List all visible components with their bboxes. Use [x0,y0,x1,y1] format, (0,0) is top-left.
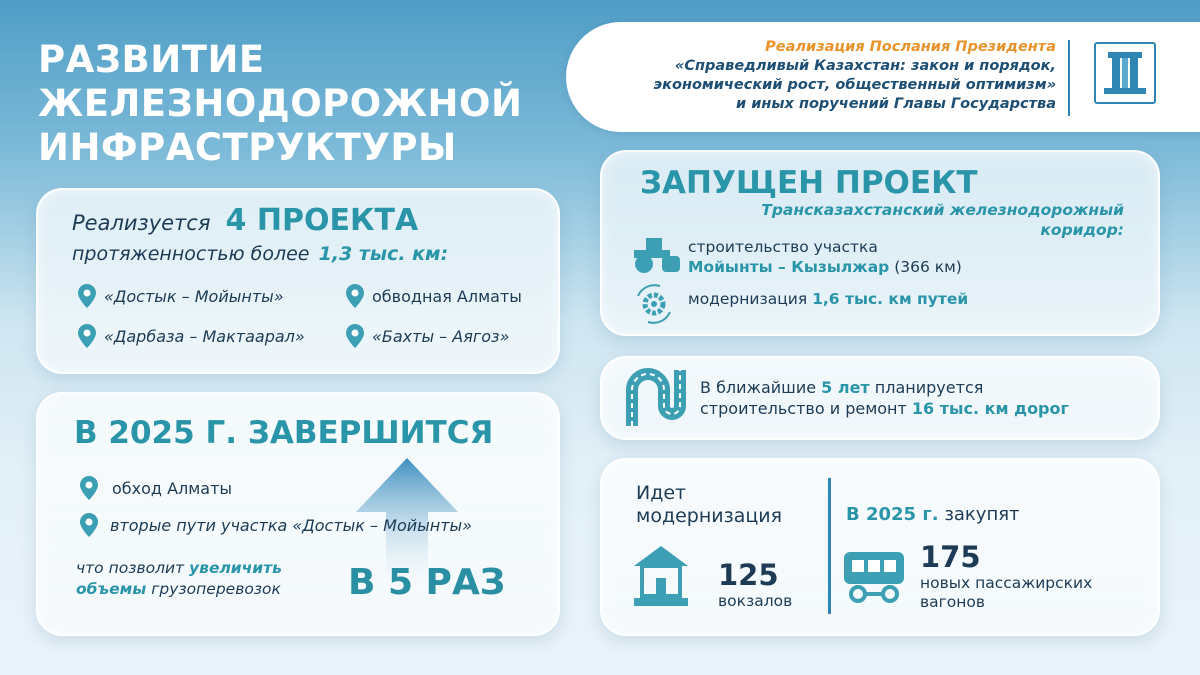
stats-left-heading-1: Идет [636,482,687,504]
note-prefix: что позволит [76,559,185,577]
launched-item-2 [688,290,968,308]
completion-factor: В 5 РАЗ [348,562,506,603]
roads-line1-suffix: планируется [874,378,984,397]
stats-right-highlight: В 2025 г. [846,504,939,525]
launched-item1-suffix: (366 км) [894,258,962,276]
launched-item1-highlight: Мойынты – Кызылжар [688,258,890,276]
wagons-label-2: вагонов [920,593,986,611]
map-pin-icon [346,284,364,308]
passenger-wagon-icon [842,548,906,604]
road-icon [624,366,688,430]
launched-item1-line1: строительство участка [688,238,878,256]
projects-count: 4 ПРОЕКТА [225,203,419,238]
launched-item2-prefix: модернизация [688,290,808,308]
stats-right-heading [846,504,1020,525]
map-pin-icon [78,324,96,348]
launched-item-1 [688,237,962,277]
launched-heading: ЗАПУЩЕН ПРОЕКТ [640,165,978,201]
stations-value: 125 [718,558,779,592]
projects-lead: Реализуется [72,211,211,235]
header-line-2: «Справедливый Казахстан: закон и порядок, [674,58,1056,74]
launched-subtitle-line-2: коридор: [1040,221,1124,239]
note-highlight-2: объемы [76,580,147,598]
title-line-1: РАЗВИТИЕ [38,38,265,81]
road-roller-icon [632,236,682,274]
title-line-2: ЖЕЛЕЗНОДОРОЖНОЙ [38,82,523,125]
government-building-icon [1094,42,1156,104]
stations-label: вокзалов [718,592,793,610]
stats-left-heading-2: модернизация [636,505,783,527]
stats-divider [828,478,831,614]
note-highlight-1: увеличить [189,559,282,577]
launched-item2-highlight: 1,6 тыс. км путей [812,290,969,308]
note-suffix: грузоперевозок [151,580,281,598]
wagons-value: 175 [920,540,981,574]
title-line-3: ИНФРАСТРУКТУРЫ [38,126,457,169]
projects-length-prefix: протяженностью более [72,243,310,265]
header-line-4: и иных поручений Главы Государства [736,96,1056,112]
launched-subtitle [650,200,1124,240]
projects-length-row [72,243,448,265]
map-pin-icon [346,324,364,348]
project-item: обводная Алматы [372,287,522,306]
map-pin-icon [78,284,96,308]
projects-lead-row [72,203,418,238]
header-line-3: экономический рост, общественный оптимизм» [653,77,1056,93]
gear-refresh-icon [630,282,678,326]
header-divider [1068,40,1070,116]
map-pin-icon [80,513,98,537]
header-line-1: Реализация Послания Президента [765,39,1056,55]
map-pin-icon [80,476,98,500]
railway-station-icon [632,544,690,608]
launched-subtitle-line-1: Трансказахстанский железнодорожный [761,201,1124,219]
roads-line2-highlight: 16 тыс. км дорог [911,399,1069,418]
completion-note [76,558,282,600]
completion-item: вторые пути участка «Достык – Мойынты» [110,516,473,535]
wagons-label-1: новых пассажирских [920,574,1093,592]
page-title [38,38,558,170]
project-item: «Бахты – Аягоз» [372,327,510,346]
header-text [590,38,1056,114]
stats-right-suffix: закупят [944,504,1020,525]
roads-line1-prefix: В ближайшие [700,378,817,397]
completion-item: обход Алматы [112,479,233,498]
roads-line1-highlight: 5 лет [821,378,870,397]
project-item: «Дарбаза – Мактаарал» [104,327,305,346]
roads-text [700,377,1069,419]
roads-line2-prefix: строительство и ремонт [700,399,907,418]
project-item: «Достык – Мойынты» [104,287,284,306]
projects-length-value: 1,3 тыс. км: [318,243,449,265]
wagons-label [920,574,1092,612]
completion-heading: В 2025 Г. ЗАВЕРШИТСЯ [74,415,494,451]
stats-left-heading [636,482,782,528]
